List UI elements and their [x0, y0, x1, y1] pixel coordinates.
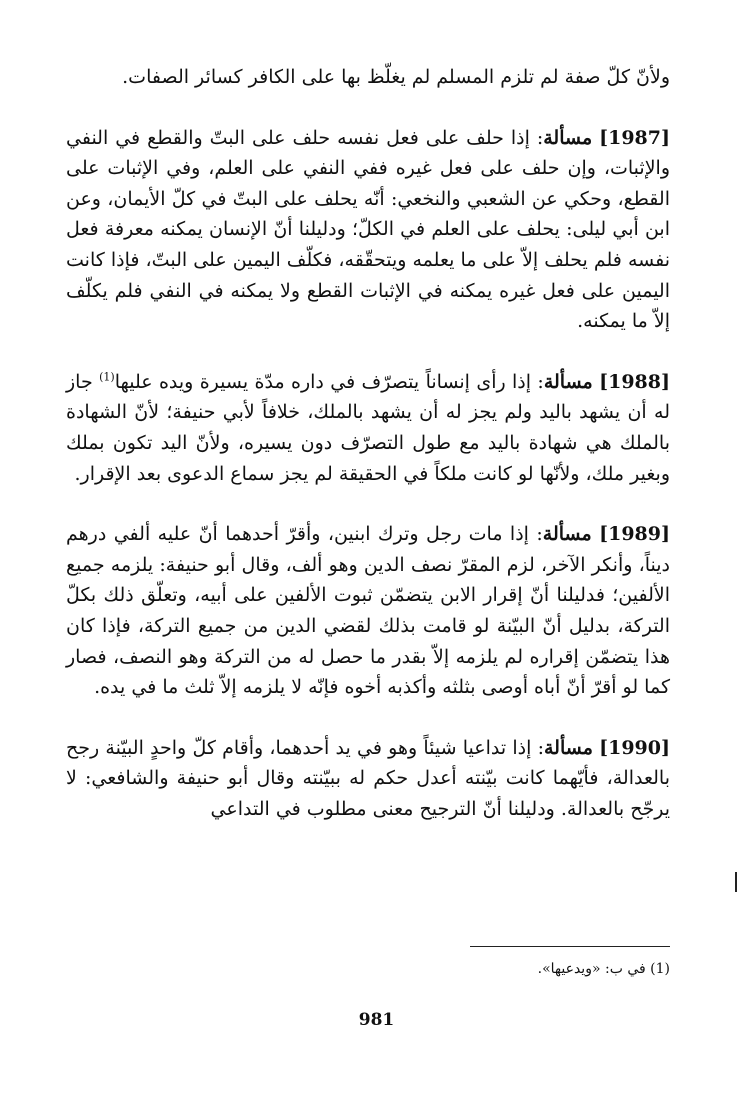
issue-text: : إذا تداعيا شيئاً وهو في يد أحدهما، وأقام كلّ واحدٍ البيّنة رجح بالعدالة، فأيّهما كانت بيّنته أعدل حكم له ببيّنته وقال أبو حنيفة والشافعي: لا يرجّح بالعدالة. ودليلنا أنّ الترجيح معنى مطلوب في التداعي: [66, 736, 670, 820]
footnote-marker: (1): [99, 370, 115, 384]
issue-text-before-note: : إذا رأى إنساناً يتصرّف في داره مدّة يسيرة ويده عليها: [114, 370, 544, 393]
issue-text: : إذا مات رجل وترك ابنين، وأقرّ أحدهما أنّ عليه ألفي درهم ديناً، وأنكر الآخر، لزم المقرّ نصف الدين وهو ألف، وقال أبو حنيفة: يلزمه جميع الألفين؛ فدليلنا أنّ إقرار الابن يتضمّن ثبوت الألفين على أبيه، وتعلّق ذلك بكلّ التركة، بدليل أنّ البيّنة لو قامت بذلك لقضي الدين من جميع التركة، فإذا كان هذا يتضمّن إقراره لم يلزمه إلاّ بقدر ما حصل له من التركة وهو النصف، فصار كما لو أقرّ أنّ أباه أوصى بثلثه وأكذبه أخوه فإنّه لا يلزمه إلاّ ثلث ما في يده.: [66, 523, 670, 699]
margin-mark: [735, 872, 737, 892]
intro-paragraph: ولأنّ كلّ صفة لم تلزم المسلم لم يغلّظ بها على الكافر كسائر الصفات.: [122, 66, 670, 88]
issue-keyword: مسألة: [543, 370, 593, 393]
issue-keyword: مسألة: [543, 126, 593, 149]
issue-number: [1990]: [599, 736, 670, 759]
issue-1989: [66, 519, 670, 703]
footnote-rule: [470, 946, 670, 947]
issue-keyword: مسألة: [543, 736, 593, 759]
issue-number: [1988]: [599, 370, 670, 393]
issue-1987: [66, 123, 670, 337]
page-number: 981: [358, 1010, 395, 1030]
issue-keyword: مسألة: [542, 523, 592, 546]
issue-number: [1989]: [599, 523, 670, 546]
issue-text: : إذا حلف على فعل نفسه حلف على البتّ والقطع في النفي والإثبات، وإن حلف على فعل غيره ففي النفي على العلم، وفي الإثبات على القطع، وحكي عن الشعبي والنخعي: أنّه يحلف على البتّ في كلّ الأيمان، وعن ابن أبي ليلى: يحلف على العلم في الكلّ؛ ودليلنا أنّ الإنسان يمكنه معرفة فعل نفسه فلم يحلف إلاّ على ما يعلمه ويتحقّقه، فكلّف اليمين على البتّ، فإذا كانت اليمين على فعل غيره يمكنه في الإثبات القطع ولا يمكنه في النفي فلم يكلّف إلاّ ما يمكنه.: [66, 126, 670, 333]
page-body: [66, 62, 670, 824]
issue-1990: [66, 733, 670, 825]
issue-number: [1987]: [599, 126, 670, 149]
issue-text: جاز له أن يشهد باليد ولم يجز له أن يشهد بالملك، خلافاً لأبي حنيفة؛ لأنّ الشهادة بالملك هي شهادة باليد مع طول التصرّف دون يسيره، ولأنّ اليد تكون بملك وبغير ملك، ولأنّها لو كانت ملكاً في الحقيقة لم يجز سماع الدعوى بعد الإقرار.: [66, 370, 670, 485]
issue-1988: [66, 367, 670, 489]
footnote: (1) في ب: «ويدعيها».: [537, 961, 670, 977]
